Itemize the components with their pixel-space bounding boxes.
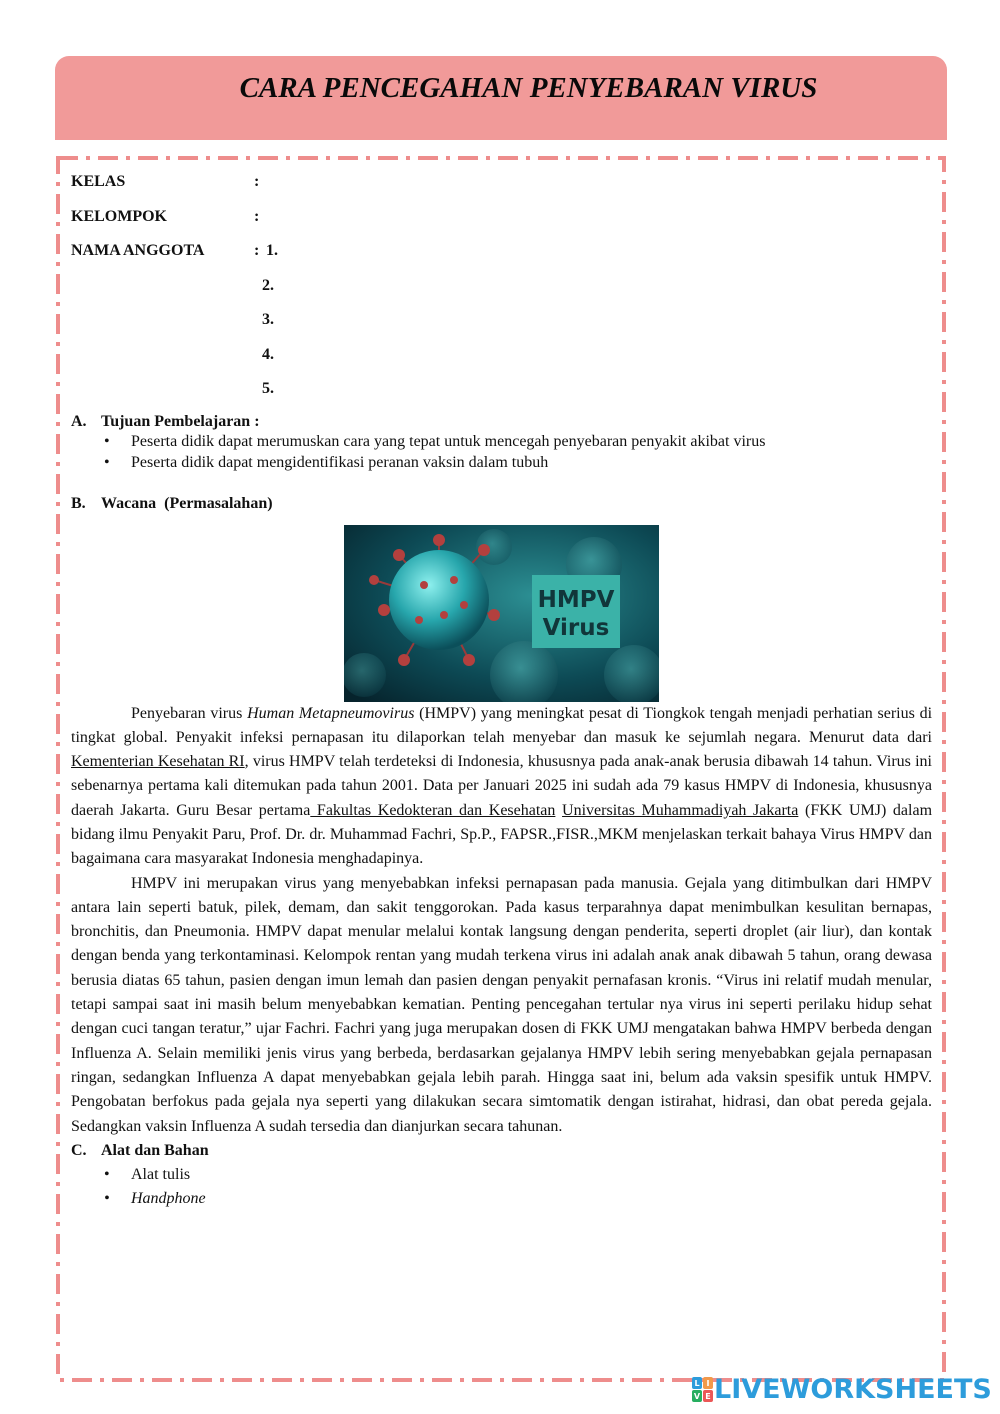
- article-text: [71, 702, 932, 1139]
- umj-link[interactable]: Universitas Muhammadiyah Jakarta: [562, 801, 799, 819]
- nama-anggota-label: NAMA ANGGOTA: [71, 242, 205, 260]
- text-run-italic: Human Metapneumovirus: [247, 704, 415, 722]
- text-run: , virus HMPV telah terdeteksi di Indonesia, khususnya pada anak-anak berusia dibawah 14 tahun. Virus ini sebenarnya pertama kali ditemukan pada tahun 2001. Data per Januari 2025 ini sudah ada 79 kasus HMPV di Indonesia, khususnya daerah Jakarta. Guru Besar pertama: [71, 753, 932, 819]
- materials-list: [71, 1163, 932, 1212]
- live-badge-icon: [692, 1377, 714, 1403]
- kelompok-colon: :: [254, 207, 260, 225]
- section-a-heading: [71, 413, 932, 431]
- image-caption-line: HMPV: [537, 586, 615, 613]
- badge-letter: L: [694, 1378, 700, 1388]
- hmpv-virus-image: [344, 525, 659, 702]
- kemenkes-link[interactable]: Kementerian Kesehatan RI: [71, 753, 245, 771]
- member-row: [71, 303, 932, 338]
- nama-anggota-row: [71, 234, 932, 269]
- text-run: Penyebaran virus: [131, 704, 248, 722]
- member-number: 2.: [262, 276, 274, 294]
- section-letter: B.: [71, 494, 86, 512]
- kelas-colon: :: [254, 173, 260, 191]
- section-letter: C.: [71, 1141, 87, 1159]
- kelompok-row: [71, 200, 932, 235]
- member-number: 1.: [266, 242, 278, 260]
- member-row: [71, 372, 932, 407]
- liveworksheets-logo: [692, 1374, 992, 1405]
- nama-anggota-colon: :: [254, 242, 260, 260]
- image-caption-line: Virus: [542, 614, 610, 641]
- member-number: 4.: [262, 345, 274, 363]
- list-item: • Peserta didik dapat merumuskan cara yang tepat untuk mencegah penyebaran penyakit akibat virus: [131, 431, 932, 453]
- section-letter: A.: [71, 412, 87, 430]
- badge-letter: E: [705, 1391, 711, 1401]
- member-number: 3.: [262, 311, 274, 329]
- list-item: • Handphone: [131, 1187, 932, 1212]
- paragraph: [71, 702, 932, 872]
- fakultas-link[interactable]: Fakultas Kedokteran dan Kesehatan: [310, 801, 556, 819]
- list-item: • Alat tulis: [131, 1163, 932, 1188]
- objectives-list: [71, 431, 932, 474]
- section-title: Tujuan Pembelajaran :: [101, 412, 260, 430]
- member-row: [71, 338, 932, 373]
- badge-letter: V: [693, 1391, 701, 1401]
- title-banner: [55, 56, 947, 140]
- paragraph: HMPV ini merupakan virus yang menyebabkan infeksi pernapasan pada manusia. Gejala yang ditimbulkan dari HMPV antara lain seperti batuk, pilek, demam, dan sakit tenggorokan. Pada kasus terparahnya dapat menimbulkan kesulitan bernapas, bronchitis, dan Pneumonia. HMPV dapat menular melalui kontak langsung dengan penderita, seperti droplet (air liur), dan kontak dengan benda yang terkontaminasi. Kelompok rentan yang mudah terkena virus ini adalah anak anak dibawah 5 tahun, orang dewasa berusia diatas 65 tahun, pasien dengan imun lemah dan pasien dengan penyakit pernafasan kronis. “Virus ini relatif mudah menular, tetapi sampai saat ini masih belum menyebabkan kematian. Penting pencegahan tertular nya virus ini seperti perilaku hidup sehat dengan cuci tangan teratur,” ujar Fachri. Fachri yang juga merupakan dosen di FKK UMJ mengatakan bahwa HMPV berbeda dengan Influenza A. Selain memiliki jenis virus yang berbeda, berdasarkan gejalanya HMPV lebih sering menyebabkan gejala pernapasan ringan, sedangkan Influenza A dapat menyebabkan gejala lebih parah. Hingga saat ini, belum ada vaksin spesifik untuk HMPV. Pengobatan berfokus pada gejala nya seperti yang dilakukan secara simtomatik dengan istirahat, hidrasi, dan obat pereda gejala. Sedangkan vaksin Influenza A sudah tersedia dan dianjurkan secara tahunan.: [71, 874, 932, 1135]
- text-run: (FKK UMJ) dalam bidang ilmu Penyakit Paru, Prof. Dr. dr. Muhammad Fachri, Sp.P., FAPSR.,FISR.,MKM menjelaskan terkait bahaya Virus HMPV dan bagaimana cara masyarakat Indonesia menghadapinya.: [71, 801, 933, 868]
- worksheet-content: [71, 165, 932, 1212]
- list-item: • Peserta didik dapat mengidentifikasi peranan vaksin dalam tubuh: [131, 452, 932, 474]
- member-row: [71, 269, 932, 304]
- liveworksheets-wordmark: LIVEWORKSHEETS: [714, 1374, 992, 1405]
- kelompok-label: KELOMPOK: [71, 207, 167, 225]
- section-c-heading: [71, 1139, 932, 1163]
- badge-letter: I: [706, 1378, 710, 1388]
- text-run: (HMPV) yang meningkat pesat di Tiongkok tengah menjadi perhatian serius di tingkat global. Penyakit infeksi pernapasan itu dilaporkan telah menyebar dan masuk ke sejumlah negara. Menurut data dari: [71, 704, 933, 746]
- kelas-label: KELAS: [71, 173, 126, 191]
- page-title: CARA PENCEGAHAN PENYEBARAN VIRUS: [239, 72, 818, 104]
- section-b-heading: [71, 495, 932, 513]
- section-title: Wacana (Permasalahan): [101, 494, 273, 512]
- member-number: 5.: [262, 380, 274, 398]
- kelas-row: [71, 165, 932, 200]
- section-title: Alat dan Bahan: [101, 1141, 209, 1159]
